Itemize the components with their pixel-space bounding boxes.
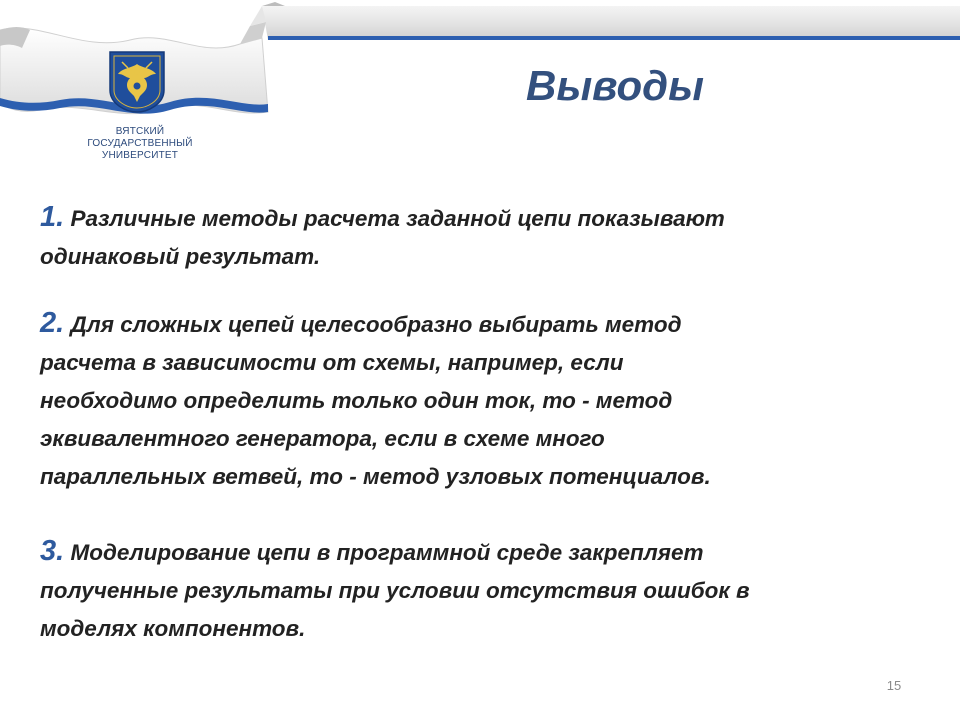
conclusion-text-2-line1: Для сложных цепей целесообразно выбирать метод [70,312,682,337]
conclusion-number-1: 1. [40,201,65,233]
conclusion-text-1-line1: Различные методы расчета заданной цепи показывают [70,206,725,231]
conclusion-text-1-line2: одинаковый результат. [40,244,321,269]
conclusion-number-3: 3. [40,535,65,567]
university-name-line1: ВЯТСКИЙ [115,126,165,137]
conclusion-text-2-line2: расчета в зависимости от схемы, например, если [40,350,624,375]
conclusion-item-1 [40,198,725,276]
conclusion-item-2-line1 [40,304,711,344]
university-logo [108,50,166,114]
conclusion-text-2-line4: эквивалентного генератора, если в схеме много [40,426,605,451]
conclusion-number-2: 2. [40,307,65,339]
conclusion-text-2-line5: параллельных ветвей, то - метод узловых потенциалов. [40,464,711,489]
conclusion-item-1-line1 [40,198,725,238]
university-name [60,126,220,162]
conclusion-text-3-line3: моделях компонентов. [40,616,306,641]
conclusion-item-3 [40,532,750,648]
university-name-line3: УНИВЕРСИТЕТ [101,150,179,161]
slide-title: Выводы [525,62,704,109]
conclusion-text-2-line3: необходимо определить только один ток, то - метод [40,388,673,413]
university-name-line2: ГОСУДАРСТВЕННЫЙ [87,138,193,149]
slide-number: 15 [886,678,902,693]
conclusion-item-3-line1 [40,532,750,572]
conclusion-text-3-line1: Моделирование цепи в программной среде закрепляет [70,540,704,565]
conclusion-text-3-line2: полученные результаты при условии отсутствия ошибок в [40,578,750,603]
conclusion-item-2 [40,304,711,496]
